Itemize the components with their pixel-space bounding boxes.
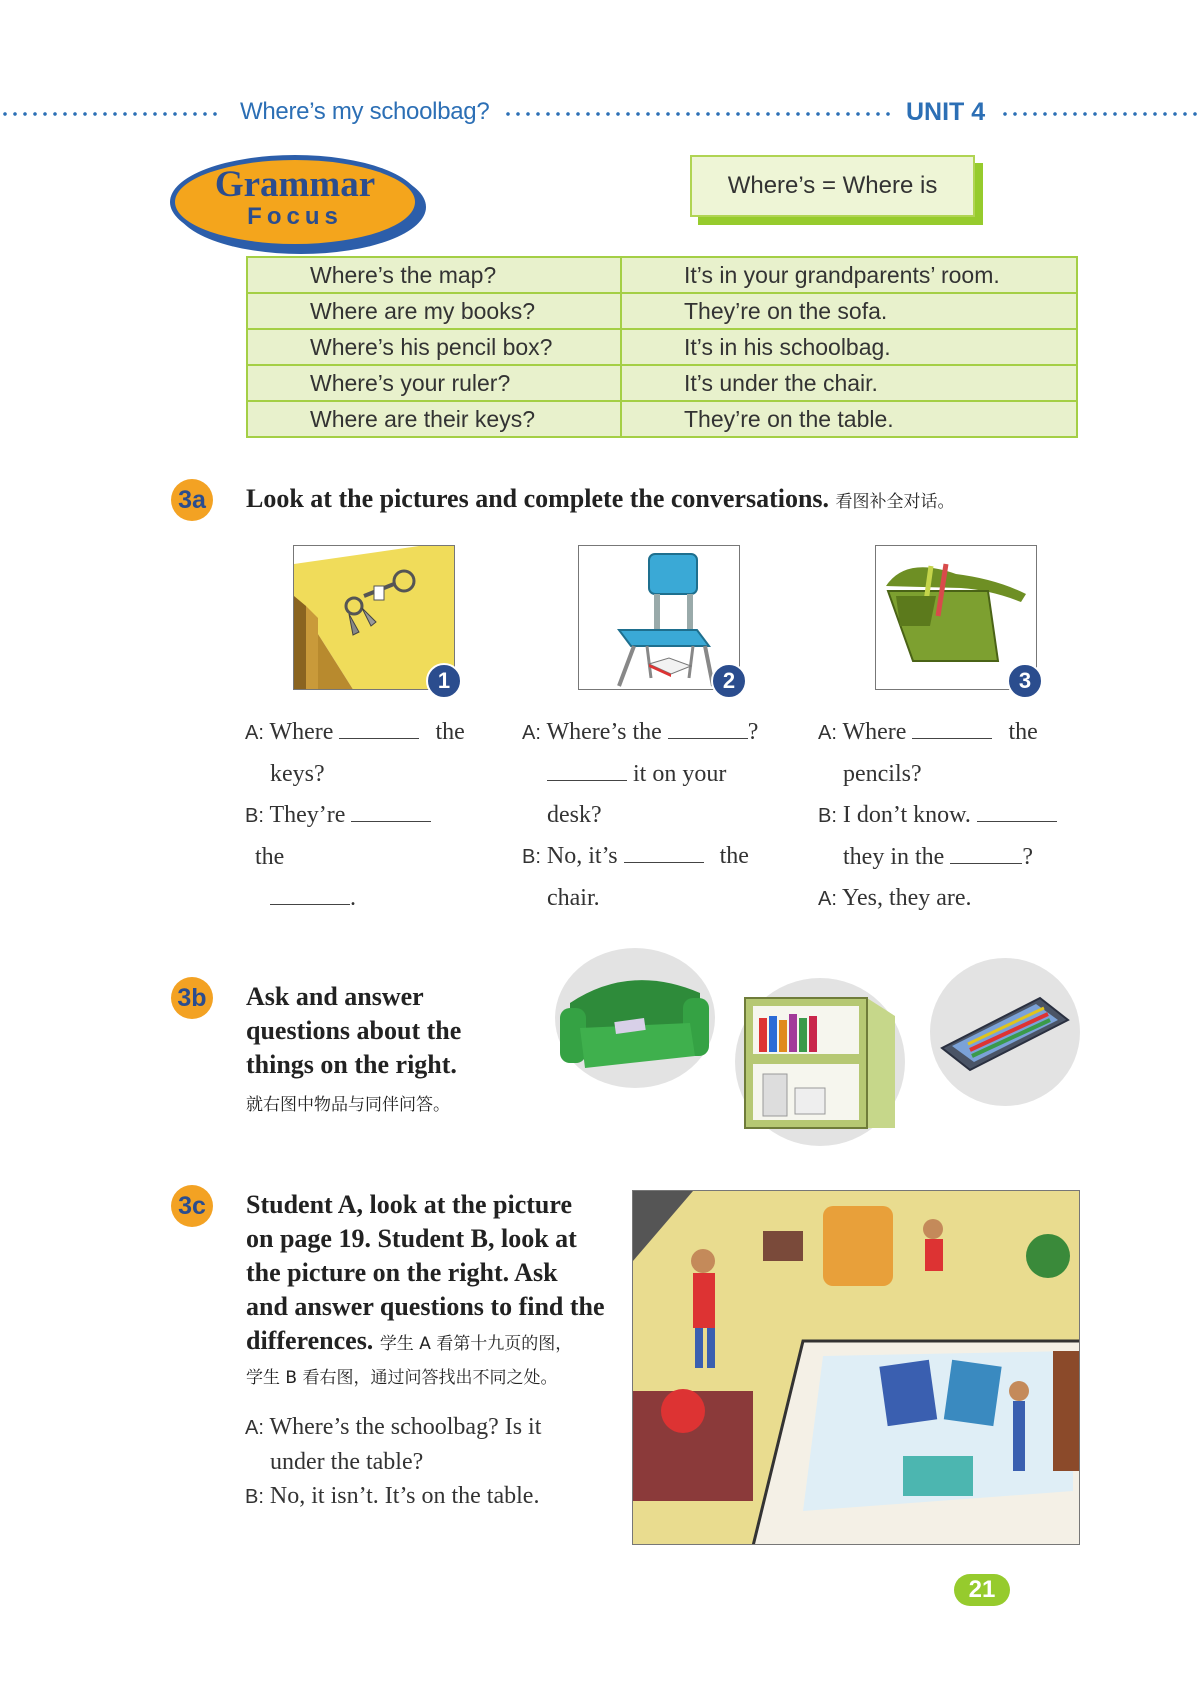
dialog-text: Where [842, 719, 907, 745]
instruction-line: the picture on the right. Ask [246, 1258, 558, 1287]
exercise-3b-instruction-cn: 就右图中物品与同伴问答。 [246, 1095, 450, 1115]
grammar-focus-badge [170, 155, 420, 249]
dialog-text: it on your [633, 761, 727, 787]
answer-blank[interactable] [547, 760, 627, 781]
grammar-table-row [247, 293, 1077, 329]
speaker-a: A: [818, 888, 837, 910]
grammar-answer: They’re on the table. [621, 401, 1077, 437]
picture-number-3: 3 [1007, 663, 1043, 699]
bookcase-image [735, 978, 905, 1146]
dialog-text: the [255, 844, 285, 870]
grammar-table-row [247, 401, 1077, 437]
exercise-3a-instruction-en: Look at the pictures and complete the conversations. [246, 484, 830, 513]
dialog-text: No, it isn’t. It’s on the table. [269, 1483, 540, 1509]
dialog-text: the [719, 843, 749, 869]
speaker-b: B: [818, 805, 837, 827]
answer-blank[interactable] [977, 801, 1057, 822]
picture-number-1: 1 [426, 663, 462, 699]
grammar-table-row [247, 329, 1077, 365]
dialog-text: pencils? [843, 761, 922, 787]
grammar-question: Where are my books? [247, 293, 621, 329]
grammar-question: Where’s the map? [247, 257, 621, 293]
exercise-3c-instruction-cn: 学生 B 看右图，通过问答找出不同之处。 [246, 1368, 558, 1388]
dialog-2 [522, 712, 782, 919]
instruction-line: questions about the [246, 1016, 462, 1045]
dialog-text: desk? [547, 802, 602, 828]
answer-blank[interactable] [351, 801, 431, 822]
exercise-3c-instruction [246, 1188, 626, 1395]
dialog-text: ? [1022, 844, 1033, 870]
grammar-focus-subtitle: Focus [247, 203, 343, 230]
picture-number-2: 2 [711, 663, 747, 699]
dialog-text: they in the [843, 844, 945, 870]
page-number: 21 [954, 1574, 1010, 1606]
grammar-answer: They’re on the sofa. [621, 293, 1077, 329]
speaker-b: B: [245, 805, 264, 827]
header-dots-right [1000, 112, 1199, 116]
contraction-note: Where’s = Where is [690, 155, 975, 217]
instruction-line: differences. [246, 1326, 374, 1355]
dialog-text: Yes, they are. [842, 885, 972, 911]
grammar-focus-title: Grammar [214, 164, 376, 205]
dialog-1 [245, 712, 475, 919]
unit-label: UNIT 4 [906, 98, 986, 126]
answer-blank[interactable] [270, 884, 350, 905]
speaker-a: A: [818, 722, 837, 744]
dialog-text: the [435, 719, 465, 745]
running-header-title: Where’s my schoolbag? [240, 98, 490, 125]
dialog-text: Where’s the [546, 719, 662, 745]
pencil-box-image [930, 958, 1080, 1106]
dialog-text: . [350, 885, 356, 911]
dialog-text: keys? [270, 761, 325, 787]
dialog-text: ? [747, 719, 759, 745]
speaker-a: A: [245, 722, 264, 744]
header-dots-middle [503, 112, 896, 116]
grammar-table [246, 256, 1078, 438]
dialog-text: chair. [547, 885, 600, 911]
dialog-text: Where [269, 719, 334, 745]
grammar-answer: It’s under the chair. [621, 365, 1077, 401]
instruction-line: on page 19. Student B, look at [246, 1224, 577, 1253]
exercise-number-3b: 3b [171, 977, 213, 1019]
exercise-3a-instruction-cn: 看图补全对话。 [835, 492, 955, 512]
dialog-text: No, it’s [546, 843, 618, 869]
dialog-text: I don’t know. [842, 802, 971, 828]
exercise-3c-instruction-cn: 学生 A 看第十九页的图， [379, 1334, 573, 1354]
answer-blank[interactable] [668, 718, 748, 739]
exercise-number-3a: 3a [171, 479, 213, 521]
exercise-number-3c: 3c [171, 1185, 213, 1227]
dialog-3 [818, 712, 1078, 920]
room-scene-image [632, 1190, 1080, 1545]
answer-blank[interactable] [950, 843, 1022, 864]
instruction-line: Ask and answer [246, 982, 424, 1011]
exercise-3a-instruction [246, 484, 955, 514]
dialog-text: the [1008, 719, 1038, 745]
speaker-a: A: [522, 722, 541, 744]
answer-blank[interactable] [339, 718, 419, 739]
grammar-question: Where’s your ruler? [247, 365, 621, 401]
grammar-answer: It’s in his schoolbag. [621, 329, 1077, 365]
answer-blank[interactable] [624, 842, 704, 863]
grammar-question: Where are their keys? [247, 401, 621, 437]
dialog-text: They’re [269, 802, 346, 828]
grammar-answer: It’s in your grandparents’ room. [621, 257, 1077, 293]
instruction-line: things on the right. [246, 1050, 457, 1079]
dialog-3c [245, 1410, 625, 1514]
dialog-text: under the table? [270, 1449, 424, 1475]
instruction-line: and answer questions to find the [246, 1292, 605, 1321]
grammar-question: Where’s his pencil box? [247, 329, 621, 365]
exercise-3b-instruction [246, 980, 461, 1122]
grammar-table-row [247, 257, 1077, 293]
sofa-image [555, 948, 715, 1088]
grammar-table-row [247, 365, 1077, 401]
speaker-b: B: [245, 1486, 264, 1508]
speaker-b: B: [522, 846, 541, 868]
instruction-line: Student A, look at the picture [246, 1190, 572, 1219]
header-dots-left [0, 112, 222, 116]
dialog-text: Where’s the schoolbag? Is it [269, 1414, 542, 1440]
speaker-a: A: [245, 1417, 264, 1439]
answer-blank[interactable] [912, 718, 992, 739]
